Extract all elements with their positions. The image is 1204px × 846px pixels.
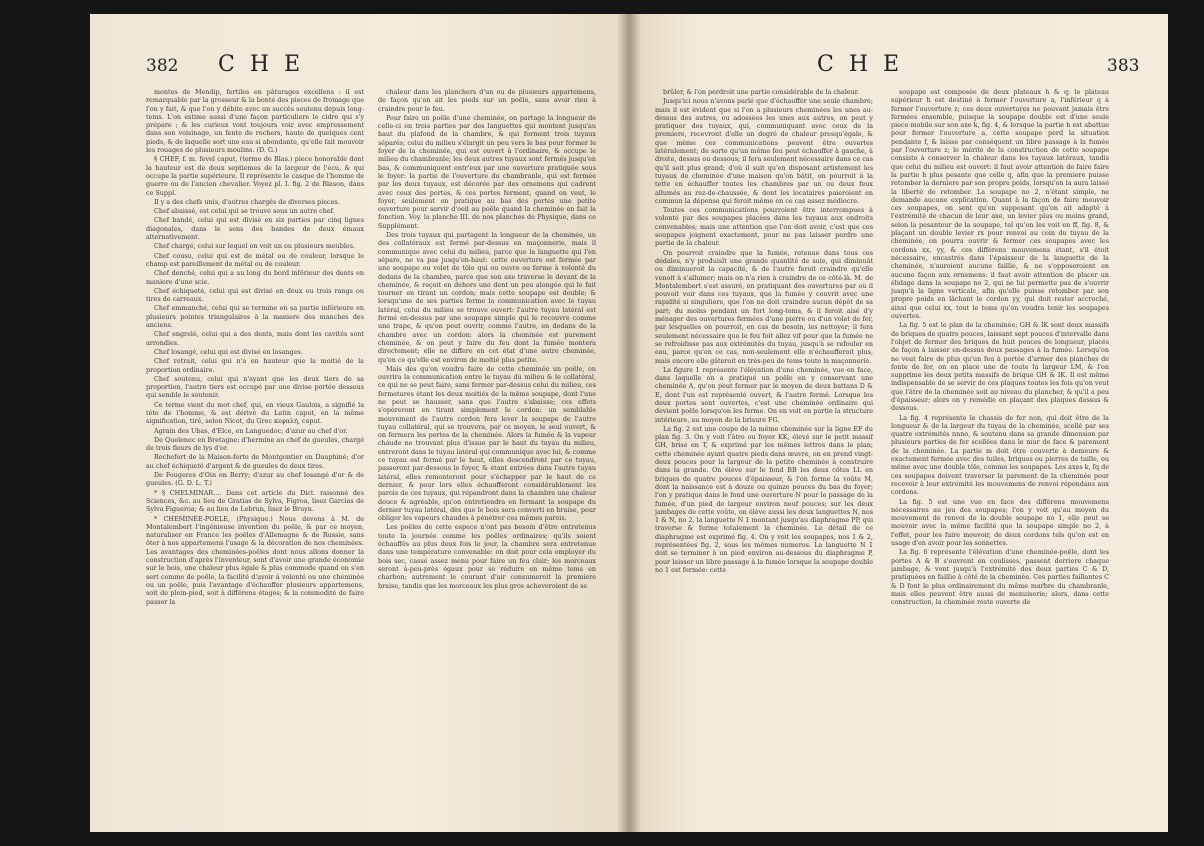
paragraph: chaleur dans les planchers d'un ou de plusieurs appartemens, de façon qu'on ait les pieds sur un poële, sans avoir rien à craindre pour le feu. (378, 88, 596, 113)
left-page (90, 14, 629, 832)
paragraph: Les poëles de cette espece n'ont pas besoin d'être entretenus toute la journée comme les poëles ordinaires; qu'ils soient échauffés au plus deux fois le jour, la chambre sera entretenue dans une température convenable: on doit pour cela employer du bois sec, cassé assez menu pour faire un feu clair; les morceaux seront à-peu-près égaux pour se réduire en même tems en charbon; autrement le courant d'air consumeroit la premiere braise, tandis que les morceaux les plus gros acheveroient de se (378, 523, 596, 590)
right-page (629, 14, 1168, 832)
paragraph: § CHEF, f. m. fevel caput, (terme de Blas.) piece honorable dont la hauteur est de deux septiemes de la largeur de l'écu, & qui occupe la partie supérieure. Il représente le casque de l'homme de guerre ou de l'ancien chevalier. Voyez pl. I. fig. 2 de Blason, dans ce Suppl. (146, 155, 364, 197)
paragraph: * § CHELMINAR.... Dans cet article du Dict. raisonné des Sciences, &c. au lieu de Gratias de Sylva, Figroa, lisez Garcias de Sylva Figueroa; & au lieu de Lebrun, lisez le Bruyn. (146, 488, 364, 514)
paragraph: brûler, & l'on perdroit une partie considérable de la chaleur. (663, 88, 860, 96)
paragraph: La figure 1 représente l'élévation d'une cheminée, vue en face, dans laquelle on a pratiqué un poële en y conservant une cheminée A, qu'on peut fermer par le moyen de deux battans D & E, dont l'un est représenté ouvert, & l'autre fermé. Lorsque les deux portes sont ouvertes, c'est une cheminée ordinaire qui devient poële lorsqu'on les ferme. On en voit en partie la structure intérieure, au moyen de la brisure FG. (655, 365, 873, 424)
paragraph: Chef échiqueté, celui qui est divisé en deux ou trois rangs ou tires de carreaux. (146, 286, 364, 304)
paragraph: La fig. 2 est une coupe de la même cheminée sur la ligne EF du plan fig. 3. On y voit l'âtre ou foyer KK, élevé sur le petit massif GH, brisé en T, & exprimé par les mêmes lettres dans le plan; cette cheminée ayant quatre pieds dans œuvre, on en prend vingt-deux pouces pour la largeur de la petite cheminée à construire dans la grande. On élève sur le fond BB les deux côtes LL en briques de quatre pouces d'épaisseur, & l'on forme la voûte M, dont la naissance est à douze ou quinze pouces du bas du foyer; l'on y pratique dans le fond une ouverture N pour le passage de la fumée, d'un pied de largeur environ neuf pouces; sur les deux jambages de cette voûte, on élève aussi les deux languettes N, nos 1 & N, no 2, la languette N 1 montant jusqu'au diaphragme PP, qui traverse & ferme totalement la cheminée. Le détail de ce diaphragme est exprimé fig. 4. On y voit les soupapes, nos 1 & 2, représentées fig. 2, sous les mêmes numeros. La languette N 1 doit se terminer à un pied environ au-dessous du diaphragme P, pour laisser un libre passage à la fumée lorsque la soupape double no 1 est fermée: cette (655, 424, 873, 574)
paragraph: Chef chargé, celui sur lequel on voit un ou plusieurs meubles. (154, 242, 356, 251)
paragraph: Chef cousu, celui qui est de métal ou de couleur, lorsque le champ est pareillement de métal ou de couleur. (146, 251, 364, 268)
paragraph: Chef engrelé, celui qui a des dents, mais dont les cavités sont arrondies. (146, 330, 364, 347)
right-page-column-2 (891, 88, 1109, 818)
paragraph: Agrain des Ubas, d'Elce, en Languedoc; d'azur au chef d'or. (154, 426, 348, 435)
paragraph: On pourroit craindre que la fumée, retenue dans tous ces dédales, n'y produisît une grande quantité de suie, qui diminuât ou diminueroit la capacité, & de l'autre feroit craindre qu'elle venoit à s'allumer; mais on n'a rien à craindre de ce côté-là. M. de Montalembert s'est assuré, en pratiquant des ouvertures par où il pouvoit voir dans ces tuyaux, que la fumée y couvrit avec une rapidité si singuliere, que l'on ne doit craindre aucun dépôt de sa part; du moins pendant un fort long-tems, & il feroit aisé d'y ménager des ouvertures fermées d'une pierre ou d'un volet de fer, par lesquelles on pourroit, en cas de besoin, les nettoyer; il fera seulement nécessaire que le feu foit allez vif pour que la fumée ne se refroidisse pas aux extrémités du tuyau, jusqu'à se refouler en eau, parce qu'en ce cas, non-seulement elle n'échaufferoit plus, mais encore elle gâteroit en très-peu de tems toute la maçonnerie. (655, 248, 873, 365)
paragraph: Chef emmanché, celui qui se termine en sa partie inférieure en plusieurs pointes triangulaires à la maniere des manches des anciens. (146, 304, 364, 330)
paragraph: Mais dès qu'on voudra faire de cette cheminée un poële, on ouvrira la communication entre le tuyau du milieu & le collatéral, ce qui ne se peut faire, sans fermer par-dessus celui du milieu, ces fermetures étant les deux moitiés de la même soupape, dont l'une ne peut se hausser, sans que l'autre s'abaisse; ces effets s'opéreront en tirant simplement le cordon: un semblable mouvement de l'autre cordon fera lever la soupape de l'autre tuyau collatéral, qui se trouvera, par ce moyen, le seul ouvert, & on fermera les portes de la cheminée. Alors la fumée & la vapeur chaude ne trouvant plus d'issue par le haut du tuyau du milieu, entreront dans le tuyau latéral qui communique avec lui, & comme ce tuyau est fermé par le haut, elles descendront par ce tuyau, passeront par-dessous le foyer, & étant entrées dans l'autre tuyau latéral, elles remonteront pour s'échapper par le haut de ce dernier, & pour lors elles échaufferont considérablement les parois de ces tuyaux, qui répandront dans la chambre une chaleur douce & agréable, qu'on entretiendra en fermant la soupape du dernier tuyau latéral, dès que le bois sera converti en braise, pour obliger les vapeurs chaudes à pénétrer ces mêmes parois. (378, 364, 596, 523)
left-page-column-1 (146, 88, 364, 818)
paragraph: Des trois tuyaux qui partagent la longueur de la cheminée, un des collatéraux est fermé par-dessus en maçonnerie, mais il communique avec celui du milieu, parce que la languette qui l'en sépare, ne va pas jusqu'en-haut: cette ouverture est fermée par une soupape ou volet de tôle qui ou ouvre ou ferme à volonté du dedans de la chambre, parce que son axe traverse le devant de la cheminée, & reçoit en dehors une dent un peu alongée qui le fait tourner en tirant un cordon; mais cette soupape est double; & lorsqu'une de ses parties ferme la communication avec le tuyau latéral, celui du milieu se trouve ouvert: l'autre tuyau latéral est fermé en-dessus par une soupape simple qui le recouvre comme une trape, & qu'on peut ouvrir, comme l'autre, en dedans de la chambre avec un cordon: alors la cheminée est purement cheminée, & on peut y faire du feu dont la fumée montera directement; elle ne differe en cet état d'une autre cheminée, qu'en ce qu'elle est environ de moitié plus petite. (378, 231, 596, 364)
paragraph: Pour faire un poële d'une cheminée, on partage la longueur de celle-ci en trois parties par des languettes qui montent jusqu'au haut du plafond de la chambre, & qui forment trois tuyaux séparés; celui du milieu s'élargit un peu vers le bas pour former le foyer de la cheminée, qui est ouvert à l'ordinaire, & occupe le milieu du chambranle; les deux autres tuyaux sont fermés jusqu'en bas, & communiquent entr'eux par une ouverture pratiquée sous le foyer: la partie de l'ouverture du chambranle, qui est fermée par les deux tuyaux, est décorée par des ornemens qui cadrent avec ceux des portes, & ces portes ferment, quand on veut, le foyer, seulement on pratique au bas des portes une petite ouverture pour servir d'oeil au poële quand la cheminée en fait la fonction. Voy. la planche III. de nos planches de Physique, dans ce Supplément. (378, 113, 596, 230)
paragraph: * CHEMINÉE-POELE, (Physique.) Nous devons à M. de Montalembert l'ingénieuse invention du poële, & par ce moyen, naturaliser en France les poëles d'Allemagne & de Russie, sans ôter à nos appartemens l'usage & la décoration de nos cheminées. Les avantages des cheminées-poëles dont nous allons donner la construction d'après l'inventeur, sont d'avoir une grande économie sur le bois, une chaleur plus égale & plus commode quand on s'en sert comme de poële, la facilité d'avoir à volonté ou une cheminée ou un poële, puis l'avantage d'échauffer plusieurs appartemens, soit de plein-pied, soit à différens étages; & la commodité de faire passer la (146, 514, 364, 606)
paragraph: De Quelenec en Bretagne; d'hermine au chef de gueules, chargé de trois fleurs de lys d'or. (146, 435, 364, 453)
paragraph: La fig. 5 est le plan de la cheminée; GH & IK sont deux massifs de briques de quatre pouces, laissant sept pouces d'intervalle dans l'objet de fermer des briques de huit pouces de longueur, placés de façon à laisser en-dessus deux passages à la fumée. Lorsqu'on ne veut faire de plus qu'un feu à portée d'armer des planches de fonte de fer, on en place une de toute la largeur LM, & l'on supprime les deux petits massifs de brique GH & IK. Il est même indispensable de se servir de ces plaques toutes les fois qu'on veut que l'âtre de la cheminée soit au niveau du plancher, & qu'il a peu d'épaisseur; alors on y remédie en plaçant des plaques dessus & dessous. (891, 321, 1109, 413)
paragraph: Chef denché, celui qui a au long du bord inférieur des dents en maniere d'une scie. (146, 269, 364, 286)
paragraph: Ce terme vient du mot chef, qui, en vieux Gaulois, a signifié la tête de l'homme, & est dérivé du Latin caput, en la même signification, tiré, selon Nicot, du Grec κεφαλή, caput. (146, 400, 364, 426)
page-number-left: 382 (146, 56, 179, 76)
paragraph: Chef losangé, celui qui est divisé en losanges. (154, 347, 303, 356)
paragraph: Rochefort de la Maison-forte de Montgontier en Dauphiné; d'or au chef échiqueté d'argent & de gueules de deux tires. (146, 453, 364, 470)
paragraph: Chef soutenu, celui qui n'ayant que les deux tiers de sa proportion, l'autre tiers est occupé par une divise portée dessous qui semble le soutenir. (146, 374, 364, 400)
book-gutter (617, 14, 641, 832)
paragraph: soupape est composée de deux plateaux h & q; le plateau supérieur h est destiné à fermer l'ouverture a, l'inférieur q à fermer l'ouverture z; ces deux ouvertures ne pouvant jamais être fermées ensemble, puisque la soupape double est d'une seule piece mobile sur son axe k, fig. 4, & lorsque la partie h est abattue pour fermer l'ouverture a, cette soupape perd la situation pendante f, & laisse par conséquent un libre passage à la fumée par l'ouverture z; le mérite de la construction de cette soupape consiste à conserver la chaleur dans les tuyaux latéraux, tandis que celui du milieu est ouvert: il faut avoir attention de faire faire la partie h plus pesante que celle q, afin que la premiere puisse retomber la derniere par son propre poids, lorsqu'on la aura laissé la liberté de retomber. La soupape no 2, n'étant simple, ne demande aucune explication. Quant à la façon de faire mouvoir ces soupapes, on sent qu'en supposant qu'on ait adapté à l'extrémité de chacun de leur axe, un levier plus ou moins grand, selon la pesanteur de la soupape, tel qu'on les voit en ff, fig. 8, & plaçant un double levier rx pour renvoi au coin du tuyau de la cheminée, on pourra ouvrir & fermer ces soupapes avec les cordons xx, yy, & ces différens mouvemens étant, s'il étoit nécessaire, encastrés dans l'épaisseur de la languette de la cheminée, n'auroient aucune faillie, & ne s'opposeroient en aucune façon aux ornemens: il faut avoir attention de placer un élidage dans la soupape no 2, qui ne lui permette pas de s'ouvrir jusqu'à la ligne verticale, afin qu'elle puisse retomber par son propre poids en lâchant le cordon yy, qui doit rester accroché, ainsi que celui xx, tout le tems qu'on voudra tenir les soupapes ouvertes. (891, 88, 1109, 321)
running-header-left: C H E (218, 52, 305, 77)
paragraph: La fig. 4 représente le chassis de fer non, qui doit être de la longueur & de la largeur du tuyau de la cheminée, scellé par ses quatre extrémités nnno, & soutenu dans sa grande dimension par plusieurs parties de fer scellées dans le mur de face & parement de la cheminée. La partie m doit être couverte à demeure & exactement fermée avec des tuiles, briques ou pierres de taille, ou même avec une double tôle, comme les soupapes. Les axes k, fq de ces soupapes doivent traverser le parement de la cheminée pour recevoir à leur extrémité les mouvemens de renvoi répondans aux cordons. (891, 413, 1109, 497)
page-number-right: 383 (1107, 56, 1140, 76)
paragraph: Chef abaissé, est celui qui se trouve sous un autre chef. (154, 207, 335, 216)
left-page-column-2 (378, 88, 596, 818)
paragraph: Toutes ces communications pourroient être interrompues à volonté par des soupapes placées dans les tuyaux aux endroits convenables; mais une attention que l'on doit avoir, c'est que ces soupapes joignent exactement, pour ne pas laisser perdre une partie de la chaleur. (655, 206, 873, 248)
paragraph: La fig. 5 est une vue en face des différens mouvemens nécessaires au jeu des soupapes; l'on y voit qu'au moyen du mouvement de renvoi de la double soupape no 1, elle peut se mouvoir avec la même facilité que la soupape simple no 2, à l'effet, pour les faire mouvoir, de deux cordons tels qu'on est en usage d'en avoir pour les sonnettes. (891, 497, 1109, 548)
paragraph: Chef retrait, celui qui n'a en hauteur que la moitié de la proportion ordinaire. (146, 357, 364, 374)
paragraph: Jusqu'ici nous n'avons parlé que d'échauffer une seule chambre; mais il est évident que si l'on a plusieurs cheminées les unes au-dessus des autres, ou adossées les unes aux autres, on peut y pratiquer des tuyaux, qui, communiquant avec ceux de la premiere, recevront d'elle un degré de chaleur presqu'égale, & que même ces communications peuvent être ouvertes latéralement; de sorte qu'un même feu peut échauffer à gauche, à droite, dessus ou dessous; il fera seulement nécessaire dans ce cas qu'il soit plus grand; d'où il suit qu'en disposant artistement les tuyaux de cheminée d'une maison qu'on bâtit, on pourroit à la tette en échauffer toutes les chambres par un ou deux feux allumés au rez-de-chaussée, & dont les locataires paieroient en commun la dépense qui feroit même en ce cas assez médiocre. (655, 97, 873, 205)
paragraph: De Fougeres d'Oin en Berry; d'azur au chef losangé d'or & de gueules. (G. D. L. T.) (146, 471, 364, 488)
open-book (90, 14, 1168, 832)
paragraph: montes de Mendip, fertiles en pâturages excellens : il est remarquable par la grosseur & la bonté des pieces de fromage que l'on y fait, & que l'on y débite avec un succès soutenu depuis long-tems. L'on estime aussi d'une façon particuliere le cidre qui s'y prépare ; & les curieux vont toujours voir avec empressement dans son voisinage, un fente de rochers, haute de quelques cent pieds, & de laquelle sort une eau si abondante, qu'elle fait mouvoir les rouages de plusieurs moulins. (D. G.) (146, 88, 364, 155)
paragraph: La fig. 6 représente l'élévation d'une cheminée-poële, dont les portes A & B s'ouvrent en coulisses, passent derriere chaque jambage, & vont jusqu'à l'extrémité des deux parties C & D, pratiquées en faillie à côté de la cheminée. Ces parties faillantes C & D font le plus ordinairement du même marbre du chambranle, mais elles peuvent être aussi de menuiserie; alors, dans cette construction, la cheminée reste ouverte de (891, 548, 1109, 607)
running-header-right: C H E (817, 52, 904, 77)
paragraph: Il y a des chefs unis, d'autres chargés de diverses pieces. (154, 197, 340, 206)
right-page-column-1 (655, 88, 873, 818)
paragraph: Chef bandé, celui qui est divisé en six parties par cinq lignes diagonales, dans le sens des bandes de deux émaux alternativement. (146, 216, 364, 242)
